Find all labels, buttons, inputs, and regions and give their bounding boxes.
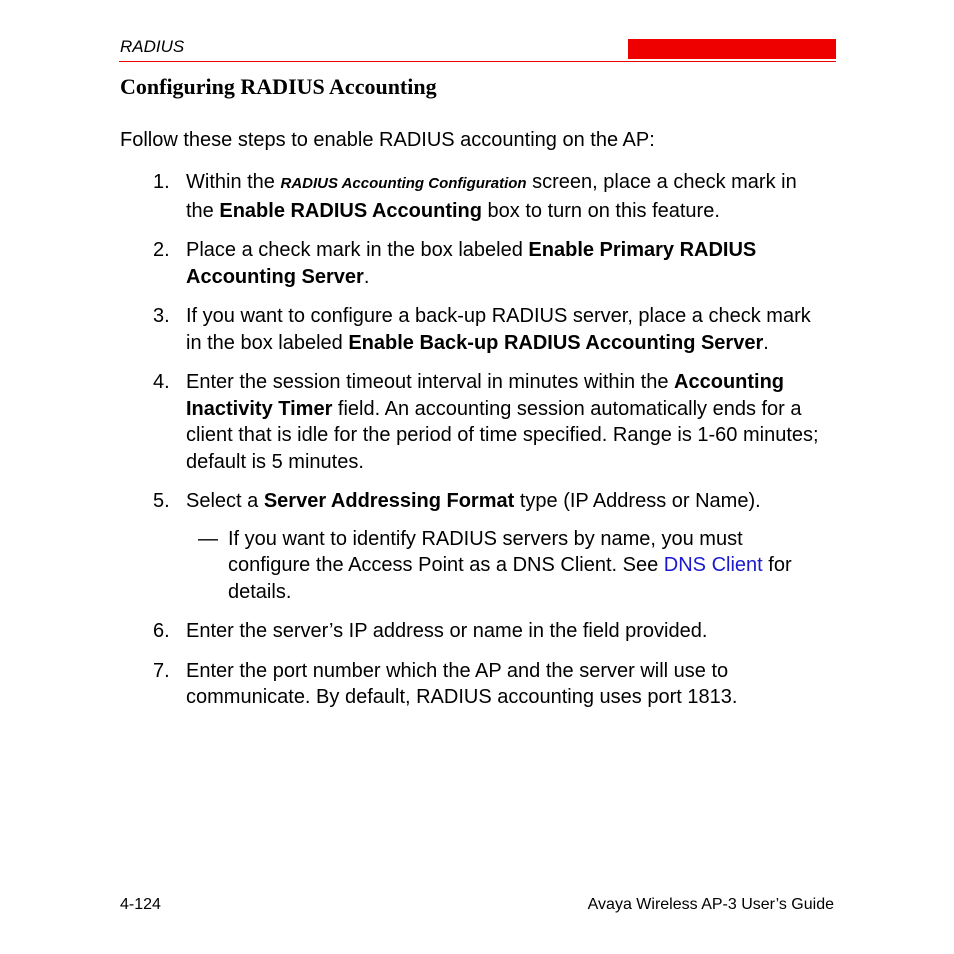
field-name: Enable Back-up RADIUS Accounting Server: [348, 331, 764, 354]
step-text: Enter the session timeout interval in minutes within the: [186, 371, 675, 393]
step-text: screen, place a check mark in the: [186, 171, 797, 222]
step-text: Within the: [186, 171, 281, 193]
step-5: [120, 488, 830, 515]
header-section-label: RADIUS: [120, 37, 185, 56]
field-name: Accounting Inactivity Timer: [186, 371, 785, 420]
field-name: Server Addressing Format: [263, 490, 515, 512]
step-number: 7.: [153, 659, 170, 682]
step-text: Enter the port number which the AP and the server will use to communicate. By default, RADIUS accounting uses port 1813.: [186, 659, 738, 708]
header-accent-bar: [628, 39, 836, 59]
dns-note: [120, 526, 830, 606]
step-7: [120, 658, 830, 711]
step-text: type (IP Address or Name).: [514, 490, 761, 512]
page-number: 4-124: [120, 896, 161, 913]
step-number: 3.: [153, 305, 170, 327]
step-number: 6.: [153, 620, 170, 642]
screen-name: RADIUS Accounting Configuration: [280, 175, 527, 192]
step-6: [120, 618, 830, 645]
step-text: field. An accounting session automatically ends for a client that is idle for the period of time specified. Range is 1-60 minutes; default is 5 minutes.: [186, 397, 819, 473]
section-title: Configuring RADIUS Accounting: [120, 74, 437, 99]
step-text: .: [363, 265, 370, 288]
step-text: .: [763, 331, 769, 354]
steps-list: [120, 169, 830, 724]
step-4: [120, 369, 830, 475]
step-2: [120, 237, 830, 290]
step-text: Place a check mark in the box labeled: [186, 239, 529, 261]
step-number: 1.: [153, 171, 170, 193]
step-1: [120, 169, 830, 224]
note-text: for details.: [228, 554, 792, 603]
header-rule: [119, 61, 836, 62]
step-text: Select a: [186, 490, 264, 512]
step-number: 2.: [153, 239, 170, 261]
step-3: [120, 303, 830, 356]
field-name: Enable Primary RADIUS Accounting Server: [186, 239, 757, 288]
step-text: If you want to configure a back-up RADIUS server, place a check mark in the box labeled: [186, 305, 811, 354]
note-dash: —: [198, 527, 218, 550]
step-text: Enter the server’s IP address or name in the field provided.: [186, 620, 708, 642]
step-number: 4.: [153, 371, 170, 393]
note-text: If you want to identify RADIUS servers by name, you must configure the Access Point as a DNS Client. See: [228, 527, 743, 576]
dns-client-link[interactable]: DNS Client: [663, 554, 763, 576]
guide-title: Avaya Wireless AP-3 User’s Guide: [587, 896, 834, 913]
step-text: box to turn on this feature.: [481, 199, 720, 222]
intro-paragraph: Follow these steps to enable RADIUS accounting on the AP:: [120, 129, 655, 151]
field-name: Enable RADIUS Accounting: [219, 199, 482, 222]
step-number: 5.: [153, 490, 170, 512]
